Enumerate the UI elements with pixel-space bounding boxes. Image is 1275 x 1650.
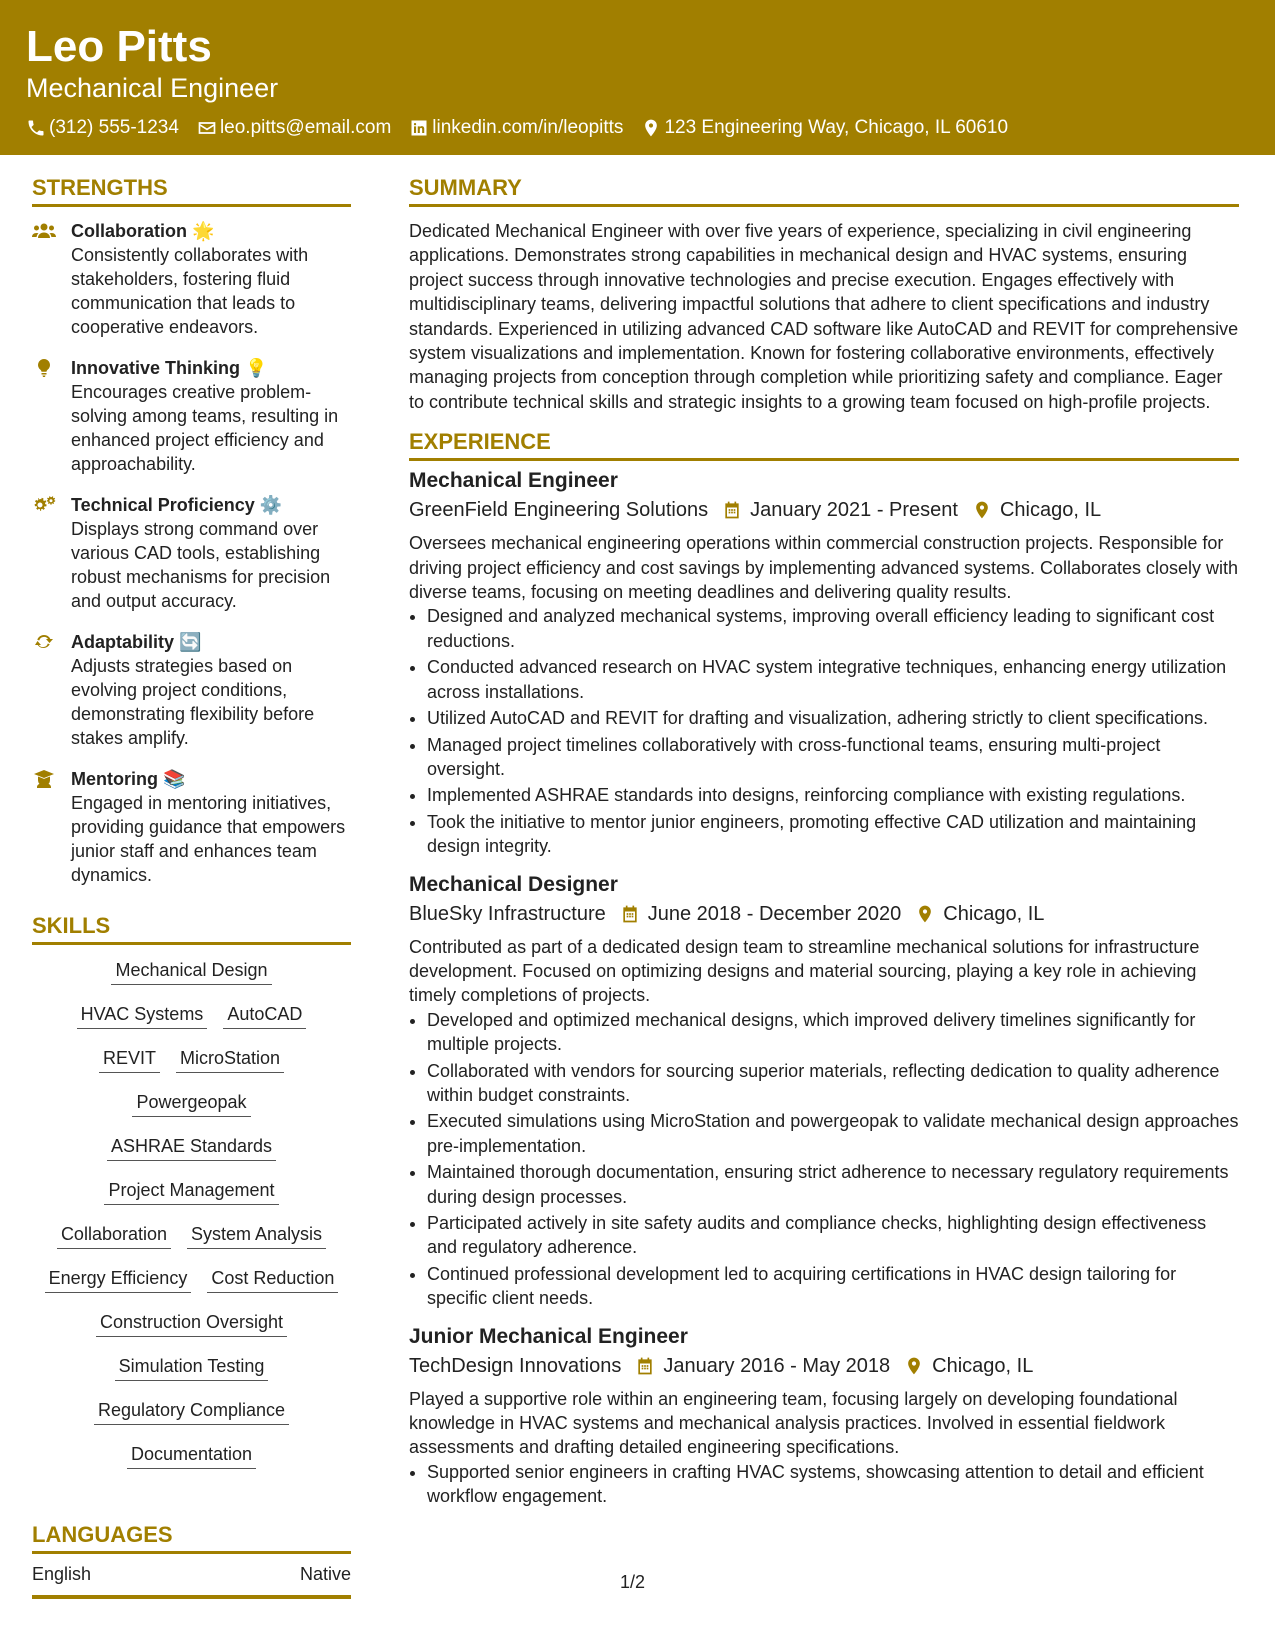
strength-desc: Displays strong command over various CAD tools, establishing robust mechanisms for precision and output accuracy. [71,519,331,611]
language-row [32,1554,351,1599]
job-bullet: • Executed simulations using MicroStation and powergeopak to validate mechanical design approaches pre-implementation. [427,1109,1239,1158]
linkedin-icon [409,118,429,138]
strength-desc: Encourages creative problem-solving among teams, resulting in enhanced project efficiency and approachability. [71,382,339,474]
candidate-name: Leo Pitts [26,22,212,71]
job-bullet: • Conducted advanced research on HVAC system integrative techniques, enhancing energy utilization across installations. [427,655,1239,704]
contact-linkedin-text: linkedin.com/in/leopitts [432,117,624,138]
skills-heading: SKILLS [32,913,351,945]
skill-tag: MicroStation [176,1045,284,1073]
job-bullet: • Participated actively in site safety audits and compliance checks, highlighting design effectiveness and regulatory adherence. [427,1211,1239,1260]
skill-tag: Documentation [127,1441,256,1469]
experience-heading: EXPERIENCE [409,429,1239,461]
email-icon [197,118,217,138]
job-bullets [409,1008,1239,1311]
skill-tag: REVIT [99,1045,160,1073]
job-bullet: • Took the initiative to mentor junior engineers, promoting effective CAD utilization and maintaining design integrity. [427,810,1239,859]
contact-phone-text: (312) 555-1234 [49,117,179,138]
job-bullet: • Implemented ASHRAE standards into designs, reinforcing compliance with existing regulations. [427,783,1239,807]
skill-tag: Simulation Testing [115,1353,269,1381]
summary-text: Dedicated Mechanical Engineer with over five years of experience, specializing in civil engineering applications. Demonstrates strong capabilities in mechanical design and HVAC systems, ensuring project success through innovative technologies and precise execution. Engages effectively with multidisciplinary teams, delivering impactful solutions that adhere to client specifications and industry standards. Experienced in utilizing advanced CAD software like AutoCAD and REVIT for comprehensive system visualizations and implementation. Known for fostering collaborative environments, effectively managing projects from conception through completion while prioritizing safety and compliance. Eager to contribute technical skills and strategic insights to a growing team focused on high-profile projects. [409,221,1239,412]
resume-header [0,0,1275,155]
job-bullet: • Maintained thorough documentation, ensuring strict adherence to necessary regulatory requirements during design processes. [427,1160,1239,1209]
job-location: Chicago, IL [932,1354,1034,1377]
location-icon [641,118,661,138]
summary-heading: SUMMARY [409,175,1239,207]
contact-phone[interactable] [26,117,179,139]
skill-tag: AutoCAD [223,1001,306,1029]
job-location: Chicago, IL [943,902,1045,925]
strengths-heading: STRENGTHS [32,175,351,207]
calendar-icon [620,904,640,924]
job-meta [409,899,1239,929]
lightbulb-icon [32,358,56,378]
skill-tag: ASHRAE Standards [107,1133,276,1161]
contact-address [641,117,1008,139]
candidate-title: Mechanical Engineer [26,73,279,103]
job-bullet: • Utilized AutoCAD and REVIT for drafting and visualization, adhering strictly to client specifications. [427,706,1239,730]
skill-tag: Powergeopak [132,1089,250,1117]
job-location: Chicago, IL [999,499,1102,522]
skill-tag: Energy Efficiency [45,1265,192,1293]
location-icon [972,500,992,520]
job-dates: January 2016 - May 2018 [663,1354,891,1377]
job-meta [409,1351,1239,1381]
strength-item [32,767,351,887]
job-description: Played a supportive role within an engineering team, focusing largely on developing foundational knowledge in HVAC systems and mechanical analysis practices. Involved in essential fieldwork assessments and drafting detailed engineering specifications. [409,1388,1178,1458]
languages-section [32,1522,351,1599]
teacher-icon [32,769,56,789]
job-title: Mechanical Designer [409,872,618,896]
users-icon [32,221,56,241]
languages-heading: LANGUAGES [32,1522,351,1554]
job-dates: June 2018 - December 2020 [647,902,902,925]
skill-tag: Collaboration [57,1221,171,1249]
language-name: English [32,1564,92,1584]
skill-tag: System Analysis [187,1221,326,1249]
contact-email[interactable] [197,117,391,139]
job-title: Junior Mechanical Engineer [409,1324,688,1348]
strength-desc: Consistently collaborates with stakeholders, fostering fluid communication that leads to cooperative endeavors. [71,245,309,337]
job-bullet: • Designed and analyzed mechanical systems, improving overall efficiency leading to significant cost reductions. [427,604,1239,653]
job-bullet: • Supported senior engineers in crafting HVAC systems, showcasing attention to detail and efficient workflow engagement. [427,1460,1239,1509]
skill-tag: Cost Reduction [207,1265,338,1293]
refresh-icon [32,632,56,652]
strength-title: Adaptability 🔄 [71,632,202,652]
strength-desc: Adjusts strategies based on evolving project conditions, demonstrating flexibility before stakes amplify. [71,656,315,748]
strength-title: Mentoring 📚 [71,769,186,789]
language-level: Native [299,1564,351,1584]
strength-item [32,493,351,613]
job-entry [409,871,1239,1311]
job-meta [409,495,1239,525]
skill-tag: HVAC Systems [77,1001,208,1029]
job-title: Mechanical Engineer [409,469,618,493]
job-bullet: • Managed project timelines collaboratively with cross-functional teams, ensuring multi-project oversight. [427,733,1239,782]
job-bullet: • Continued professional development led to acquiring certifications in HVAC design tailoring for specific client needs. [427,1262,1239,1311]
job-bullet: • Collaborated with vendors for sourcing superior materials, reflecting dedication to quality adherence within budget constraints. [427,1059,1239,1108]
strength-item [32,219,351,339]
job-description: Oversees mechanical engineering operations within commercial construction projects. Responsible for driving project efficiency and cost savings by implementing advanced systems. Collaborates closely with diverse teams, focusing on meeting deadlines and delivering quality results. [409,533,1239,603]
job-company: BlueSky Infrastructure [409,902,606,925]
strength-title: Collaboration 🌟 [71,221,215,241]
location-icon [915,904,935,924]
calendar-icon [722,500,742,520]
job-description: Contributed as part of a dedicated design team to streamline mechanical solutions for infrastructure development. Focused on optimizing designs and material sourcing, playing a key role in achieving timely completions of projects. [409,936,1200,1006]
job-bullets [409,1460,1239,1509]
job-company: GreenField Engineering Solutions [409,499,709,522]
location-icon [904,1356,924,1376]
left-column [32,175,351,1599]
skill-tag: Project Management [104,1177,278,1205]
job-bullets [409,604,1239,858]
contact-linkedin[interactable] [409,117,623,139]
contact-address-text: 123 Engineering Way, Chicago, IL 60610 [664,117,1009,138]
strength-item [32,630,351,750]
job-dates: January 2021 - Present [750,499,958,522]
skill-tag: Regulatory Compliance [94,1397,289,1425]
strength-title: Technical Proficiency ⚙️ [71,495,283,515]
page-number: 1/2 [620,1572,646,1592]
strength-desc: Engaged in mentoring initiatives, providing guidance that empowers junior staff and enhances team dynamics. [71,793,346,885]
skill-tag: Mechanical Design [111,957,271,985]
skill-tag: Construction Oversight [96,1309,287,1337]
contact-bar [26,117,1026,139]
right-column [409,175,1239,1521]
job-company: TechDesign Innovations [409,1354,622,1377]
strength-item [32,356,351,476]
contact-email-text: leo.pitts@email.com [219,117,392,138]
strength-title: Innovative Thinking 💡 [71,358,268,378]
job-entry [409,467,1239,858]
job-entry [409,1323,1239,1509]
gears-icon [32,495,56,515]
skills-list [32,957,351,1485]
job-bullet: • Developed and optimized mechanical designs, which improved delivery timelines significantly for multiple projects. [427,1008,1239,1057]
phone-icon [26,118,46,138]
calendar-icon [635,1356,655,1376]
